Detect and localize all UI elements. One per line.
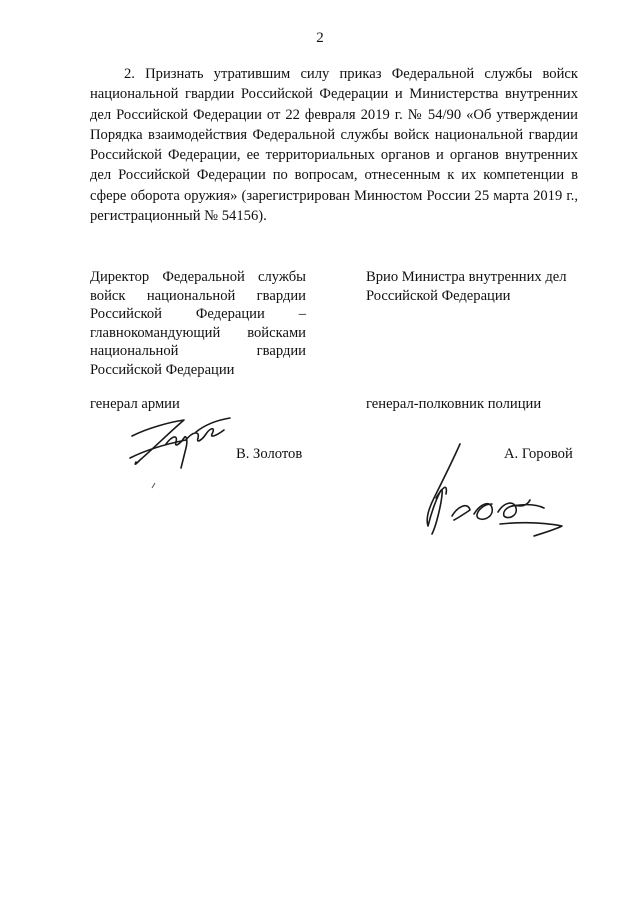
left-signatory-name: В. Золотов — [236, 446, 303, 462]
right-signatory-name: А. Горовой — [504, 446, 573, 462]
left-signatory-position: Директор Федеральной службы войск национальной гвардии Российской Федерации – главнокомандующий войсками национальной гвардии Российской Федерации — [90, 269, 306, 378]
page-number: 2 — [316, 30, 324, 46]
right-signatory-position: Врио Министра внутренних дел Российской Федерации — [366, 269, 567, 304]
ink-speck-icon — [150, 480, 158, 490]
left-handwritten-signature — [126, 414, 236, 476]
right-signatory-rank: генерал-полковник полиции — [366, 396, 542, 412]
left-signatory-rank: генерал армии — [90, 396, 180, 412]
body-paragraph: 2. Признать утратившим силу приказ Федеральной службы войск национальной гвардии Российской Федерации и Министерства внутренних дел Российской Федерации от 22 февраля 2019 г. № 54/90 «Об утверждении Порядка взаимодействия Федеральной службы войск национальной гвардии Российской Федерации, ее территориальных органов и органов внутренних дел Российской Федерации по вопросам, отнесенным к их компетенции в сфере оборота оружия» (зарегистрирован Минюстом России 25 марта 2019 г., регистрационный № 54156). — [90, 66, 578, 225]
right-handwritten-signature — [412, 438, 582, 548]
